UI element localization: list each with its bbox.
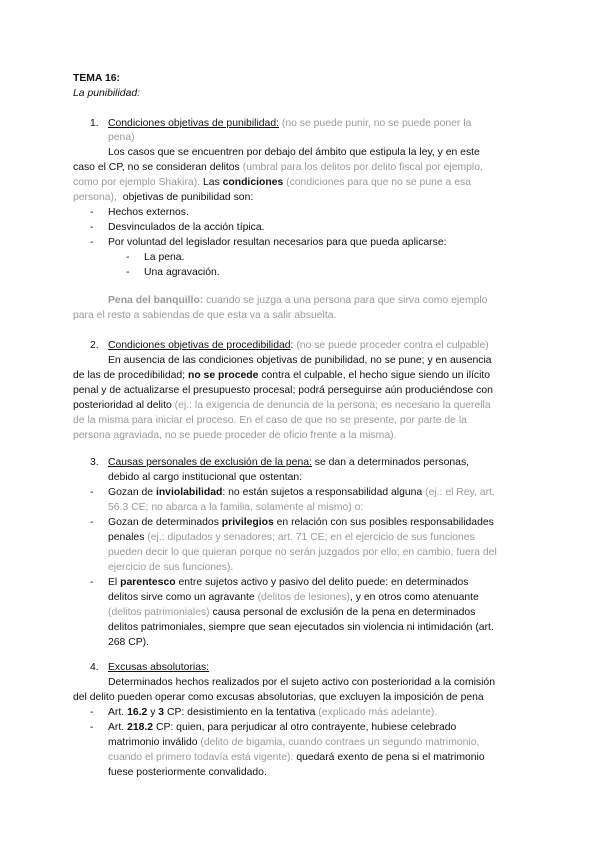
- section-number: 3.: [90, 457, 99, 468]
- text-span: : no están sujetos a responsabilidad alguna: [222, 487, 423, 498]
- note-span: (explicado más adelante).: [318, 707, 438, 718]
- text-span: delitos sirve como un agravante: [108, 592, 255, 603]
- paragraph-line: Los casos que se encuentren por debajo del ámbito que estipula la ley, y en este: [108, 147, 480, 158]
- text-span: CP: quien, para perjudicar al otro contrayente, hubiese celebrado: [155, 722, 457, 733]
- paragraph-line: persona agraviada, no se puede proceder de oficio frente a la misma).: [73, 430, 397, 441]
- text-span: contra el culpable, el hecho sigue siendo un ilícito: [261, 370, 491, 381]
- note-span: cuando el primero todavía está vigente):: [108, 752, 294, 763]
- bullet-dash: -: [90, 222, 94, 233]
- paragraph-line: de la misma para iniciar el proceso. En el caso de que no se presente, por parte de la: [73, 415, 467, 426]
- text-span: :: [290, 340, 294, 351]
- bullet-dash: -: [126, 267, 130, 278]
- section-3-heading-line: [108, 456, 469, 470]
- list-item-cont: [108, 531, 475, 545]
- text-span: caso el CP, no se consideran delitos: [73, 162, 240, 173]
- text-span: Gozan de: [108, 487, 154, 498]
- paragraph-line: [73, 191, 253, 205]
- section-heading: Condiciones objetivas de punibilidad:: [108, 118, 279, 129]
- note-span: (condiciones para que no se pune a esa: [286, 177, 471, 188]
- bullet-dash: -: [90, 577, 94, 588]
- bold-span: 16.2: [127, 707, 148, 718]
- pena-banquillo-line: [108, 294, 487, 308]
- bold-span: parentesco: [120, 577, 176, 588]
- paragraph-line: penal y de actualizarse el presupuesto procesal; podrá perseguirse aún produciéndose con: [73, 385, 493, 396]
- paragraph-line: debido al cargo institucional que ostentan:: [108, 472, 303, 483]
- text-span: de las de procedibilidad;: [73, 370, 186, 381]
- section-number: 1.: [90, 118, 99, 129]
- text-span: Art.: [108, 722, 125, 733]
- list-item: [108, 516, 494, 530]
- list-item-cont: [108, 591, 479, 605]
- note-span: (delitos de lesiones): [257, 592, 351, 603]
- paragraph-line: Determinados hechos realizados por el sujeto activo con posterioridad a la comisión: [108, 677, 495, 688]
- list-item-cont: [108, 606, 475, 620]
- list-item-cont: delitos patrimoniales, siempre que sean ejecutados sin violencia ni intimidación (art.: [108, 622, 494, 633]
- text-span: matrimonio inválido: [108, 737, 198, 748]
- note-span: (ej.: el Rey, art.: [425, 487, 495, 498]
- sub-list-item: Una agravación.: [144, 267, 220, 278]
- text-span: y: [150, 707, 156, 718]
- bullet-dash: -: [126, 252, 130, 263]
- text-span: causa personal de exclusión de la pena en determinados: [212, 607, 476, 618]
- bold-span: condiciones: [222, 177, 284, 188]
- text-span: , y en otros como atenuante: [350, 592, 479, 603]
- list-item: Hechos externos.: [108, 207, 189, 218]
- bullet-dash: -: [90, 237, 94, 248]
- list-item-cont: fuese posteriormente convalidado.: [108, 767, 267, 778]
- bullet-dash: -: [90, 487, 94, 498]
- bold-span: privilegios: [221, 517, 274, 528]
- list-item: [108, 576, 468, 590]
- text-span: Gozan de determinados: [108, 517, 219, 528]
- pena-banquillo-line: para el resto a sabiendas de que esta va a salir absuelta.: [73, 310, 337, 321]
- note-span: cuando se juzga a una persona para que sirva como ejemplo: [206, 295, 488, 306]
- note-span: (delito de bigamia, cuando contraes un segundo matrimonio,: [200, 737, 480, 748]
- paragraph-line: [73, 161, 483, 175]
- paragraph-line: [73, 399, 491, 413]
- text-span: se dan a determinados personas,: [314, 457, 470, 468]
- sub-list-item: La pena.: [144, 252, 185, 263]
- heading-note: (no se puede punir, no se puede poner la: [281, 118, 472, 129]
- list-item: Por voluntad del legislador resultan necesarios para que pueda aplicarse:: [108, 237, 447, 248]
- heading-note: (no se puede proceder contra el culpable): [296, 340, 489, 351]
- section-heading: Causas personales de exclusión de la pena:: [108, 457, 312, 468]
- text-span: posterioridad al delito: [73, 400, 172, 411]
- paragraph-line: En ausencia de las condiciones objetivas de punibilidad, no se pune; y en ausencia: [108, 355, 492, 366]
- text-span: quedará exento de pena si el matrimonio: [296, 752, 485, 763]
- text-span: penales: [108, 532, 145, 543]
- bullet-dash: -: [90, 707, 94, 718]
- note-span: 56.3 CE; no abarca a la familia, solamente al mismo) o:: [108, 502, 364, 513]
- section-number: 2.: [90, 340, 99, 351]
- section-heading: Excusas absolutorias:: [108, 662, 210, 673]
- paragraph-line: [73, 176, 471, 190]
- section-heading: Condiciones objetivas de procedibilidad: [108, 340, 291, 351]
- topic-subtitle: La punibilidad:: [73, 88, 141, 99]
- list-item-cont: [108, 751, 485, 765]
- text-span: entre sujetos activo y pasivo del delito puede: en determinados: [178, 577, 469, 588]
- topic-title: TEMA 16:: [73, 73, 120, 84]
- bullet-dash: -: [90, 517, 94, 528]
- text-span: Las: [202, 177, 220, 188]
- paragraph-line: [73, 369, 490, 383]
- note-span: (ej.: la exigencia de denuncia de la persona; es necesario la querella: [174, 400, 491, 411]
- bold-span: 218.2: [127, 722, 154, 733]
- note-span: (delitos patrimoniales): [108, 607, 210, 618]
- note-span: (umbral para los delitos por delito fiscal por ejemplo,: [242, 162, 483, 173]
- bullet-dash: -: [90, 207, 94, 218]
- text-span: CP: desistimiento en la tentativa: [166, 707, 316, 718]
- list-item: [108, 721, 456, 735]
- list-item-cont: 268 CP).: [108, 637, 150, 648]
- bold-span: 3: [158, 707, 165, 718]
- section-number: 4.: [90, 662, 99, 673]
- list-item-cont: ejercicio de sus funciones).: [108, 562, 234, 573]
- bold-span: inviolabilidad: [155, 487, 223, 498]
- text-span: en relación con sus posibles responsabilidades: [276, 517, 494, 528]
- note-span: (ej.: diputados y senadores; art. 71 CE; en el ejercicio de sus funciones: [147, 532, 475, 543]
- bullet-dash: -: [90, 722, 94, 733]
- section-1-heading-line: [108, 117, 471, 131]
- note-span: persona),: [73, 192, 117, 203]
- list-item-cont: [108, 501, 363, 515]
- text-span: objetivas de punibilidad son:: [122, 192, 254, 203]
- list-item: [108, 706, 437, 720]
- list-item: Desvinculados de la acción típica.: [108, 222, 265, 233]
- list-item: [108, 486, 495, 500]
- list-item-cont: [108, 736, 479, 750]
- heading-note-cont: pena): [108, 132, 135, 143]
- paragraph-line: del delito pueden operar como excusas absolutorias, que excluyen la imposición de pena: [73, 692, 484, 703]
- term-span: Pena del banquillo:: [108, 295, 204, 306]
- bold-span: no se procede: [187, 370, 259, 381]
- section-2-heading-line: [108, 339, 489, 353]
- text-span: El: [108, 577, 118, 588]
- text-span: Art.: [108, 707, 125, 718]
- list-item-cont: pueden decir lo que quieran porque no serán juzgados por ello; en cambio, fuera del: [108, 547, 497, 558]
- note-span: como por ejemplo Shakira).: [73, 177, 201, 188]
